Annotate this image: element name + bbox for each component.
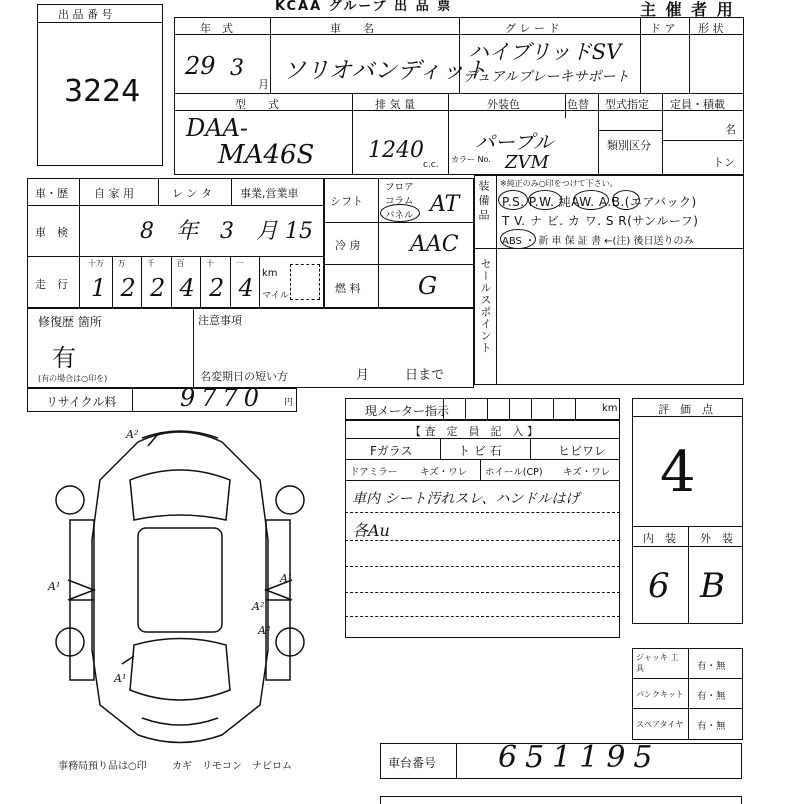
- exterior-score: B: [700, 566, 725, 606]
- equipment-circle-pw: [528, 190, 562, 210]
- year-label: 年 式: [200, 22, 233, 35]
- mileage-place-label: 一: [235, 259, 244, 268]
- inspector-comment-line2: 各Au: [352, 521, 390, 540]
- recycle-value: 9770: [180, 384, 266, 412]
- color-no-label: カラー No.: [451, 155, 491, 164]
- short-change-month: 月: [356, 368, 370, 383]
- grade-value-line1: ハイブリッドSV: [468, 40, 622, 64]
- meter-unit: km: [602, 403, 618, 414]
- shift-label: シフト: [330, 195, 363, 208]
- fuel-value: G: [418, 272, 438, 300]
- mirror-note: キズ・ワレ: [420, 467, 468, 478]
- aircon-value: AAC: [410, 232, 459, 257]
- color-swap-label: 色替: [567, 98, 589, 111]
- cc-unit: c.c.: [423, 160, 439, 170]
- people-unit: 名: [725, 123, 736, 136]
- displacement-value: 1240: [368, 138, 424, 163]
- equipment-line2: T V. ナ ビ. カ ワ. S R(サンルーフ): [502, 214, 699, 228]
- frame-number-label: 車台番号: [388, 756, 437, 770]
- bottom-strip: [380, 796, 742, 804]
- mileage-unit-km: km: [262, 268, 278, 279]
- short-change-label: 名変期日の短い方: [200, 370, 288, 383]
- history-option-private: 自 家 用: [94, 187, 134, 200]
- shift-option-panel: パネル: [385, 210, 414, 221]
- mileage-place-label: 十: [206, 259, 214, 268]
- wheel-label: ホイール(CP): [485, 467, 543, 478]
- tool-puncture-value: 有・無: [697, 691, 726, 702]
- car-roof: [138, 528, 222, 632]
- shift-panel-circle: [380, 204, 420, 222]
- mileage-place-label: 千: [147, 259, 155, 268]
- history-option-business: 事業,営業車: [240, 187, 299, 200]
- lot-number-value: 3224: [64, 74, 141, 109]
- fuel-label: 燃 料: [335, 282, 361, 295]
- tool-spare-value: 有・無: [697, 721, 726, 732]
- tool-jack-label: ジャッキ 工 具: [636, 653, 687, 673]
- car-name-value: ソリオバンディット: [283, 58, 488, 84]
- interior-score: 6: [648, 566, 670, 606]
- wheel-front-right: [276, 486, 304, 514]
- recycle-unit: 円: [284, 398, 294, 408]
- capacity-label: 定員・積載: [670, 98, 725, 111]
- history-option-rental: レ ン タ: [172, 187, 212, 200]
- damage-mark-front: A²: [126, 428, 139, 441]
- inspection-label: 車 検: [35, 226, 68, 239]
- notes-label: 注意事項: [198, 314, 242, 327]
- score-header: 評 価 点: [658, 403, 713, 416]
- mileage-digit: 2: [209, 274, 225, 302]
- short-change-day: 日まで: [405, 368, 445, 383]
- car-hood: [130, 470, 230, 520]
- mirror-label: ドアミラー: [350, 467, 398, 478]
- repair-value: 有: [52, 344, 76, 372]
- category-label: 類別区分: [607, 139, 651, 152]
- equipment-side-label: 装 備 品: [477, 180, 490, 220]
- car-body-diagram: [30, 420, 330, 750]
- tool-spare-label: スペアタイヤ: [636, 720, 684, 729]
- shape-label: 形 状: [698, 22, 724, 35]
- meter-label: 現メーター指示: [365, 404, 450, 418]
- door-label: ド ア: [650, 22, 676, 35]
- rear-bumper: [142, 718, 218, 725]
- mileage-box: [290, 264, 320, 300]
- inspection-value: 8 年 3 月 15: [140, 219, 313, 244]
- recycle-label: リサイクル料: [46, 395, 117, 409]
- tool-puncture-label: パンクキット: [636, 690, 684, 699]
- car-outline: [92, 432, 271, 743]
- inspector-comment-line1: 車内 シート汚れスレ、ハンドルはげ: [352, 491, 580, 507]
- wheel-note: キズ・ワレ: [563, 467, 611, 478]
- frame-number-value: 651195: [498, 740, 661, 775]
- interior-label: 内 装: [643, 532, 676, 545]
- wheel-front-left: [56, 486, 84, 514]
- car-rear: [130, 639, 230, 701]
- history-label: 車・歴: [35, 187, 68, 200]
- type-designation-label: 型式指定: [605, 98, 649, 111]
- damage-mark-rear-left: A¹: [114, 672, 127, 685]
- organizer-label: 主 催 者 用: [640, 0, 735, 19]
- month-value: 3: [230, 56, 244, 81]
- shift-value: AT: [430, 192, 460, 217]
- exterior-label: 外 装: [700, 532, 733, 545]
- equipment-line1: P.S. P.W. 純AW. A.B.(エアバック): [502, 195, 697, 209]
- crack-label: ヒビワレ: [558, 444, 607, 458]
- inspector-header: 【 査 定 員 記 入 】: [410, 425, 538, 438]
- mileage-digit: 4: [179, 274, 195, 302]
- equipment-circle-aw: [573, 190, 609, 210]
- mileage-unit-mile: マイル: [262, 291, 289, 301]
- damage-mark-right: A¹: [280, 572, 293, 585]
- shift-option-floor: フロア: [385, 182, 414, 193]
- equipment-line3: ABS ・ 新 車 保 証 書 ←(注) 後日送りのみ: [502, 236, 694, 247]
- damage-mark-right-door: A²: [252, 600, 265, 613]
- office-note: 事務局預り品は○印: [58, 761, 147, 772]
- equipment-circle-ps: [498, 190, 528, 210]
- displacement-label: 排 気 量: [375, 98, 415, 111]
- mileage-label: 走 行: [35, 278, 68, 291]
- score-overall: 4: [660, 440, 696, 505]
- car-name-label: 車 名: [330, 22, 374, 35]
- windshield-label: Fガラス: [370, 444, 413, 458]
- office-items: カギ リモコン ナビロム: [172, 761, 292, 772]
- repair-note: (有の場合は○印を): [38, 374, 108, 383]
- equipment-circle-ab: [612, 190, 640, 210]
- mileage-digit: 4: [238, 274, 254, 302]
- chip-label: ト ビ 石: [458, 444, 502, 458]
- repair-label: 修復歴 箇所: [38, 315, 102, 329]
- sales-point-label: セールスポイント: [479, 258, 492, 354]
- month-unit: 月: [258, 78, 269, 91]
- model-value-line2: MA46S: [218, 140, 315, 170]
- mileage-digit: 2: [150, 274, 166, 302]
- exterior-color-label: 外装色: [487, 98, 520, 111]
- mileage-place-label: 十万: [88, 259, 104, 268]
- form-title: KCAA グループ 出 品 票: [275, 0, 453, 14]
- lot-number-label: 出 品 番 号: [58, 8, 113, 21]
- aircon-label: 冷 房: [335, 239, 361, 252]
- year-value: 29: [185, 52, 216, 80]
- mileage-place-label: 万: [117, 259, 126, 268]
- model-label: 型 式: [235, 98, 279, 111]
- shift-option-column: コラム: [385, 196, 414, 207]
- mileage-place-label: 百: [176, 259, 185, 268]
- equipment-circle-abs: [500, 229, 536, 249]
- ton-unit: トン: [713, 156, 735, 169]
- damage-mark-left: A¹: [48, 580, 61, 593]
- equipment-note: ※純正のみ○印をつけて下さい。: [500, 179, 618, 188]
- grade-label: グ レ ー ド: [505, 22, 560, 35]
- color-no-value: ZVM: [505, 152, 549, 173]
- mileage-digit: 2: [120, 274, 136, 302]
- color-value: パープル: [475, 130, 554, 154]
- model-value-line1: DAA-: [186, 114, 249, 142]
- mileage-digit: 1: [91, 274, 107, 302]
- grade-value-line2: デュアルブレーキサポート: [463, 69, 630, 85]
- damage-mark-right-rear: A²: [258, 624, 271, 637]
- tool-jack-value: 有・無: [697, 661, 726, 672]
